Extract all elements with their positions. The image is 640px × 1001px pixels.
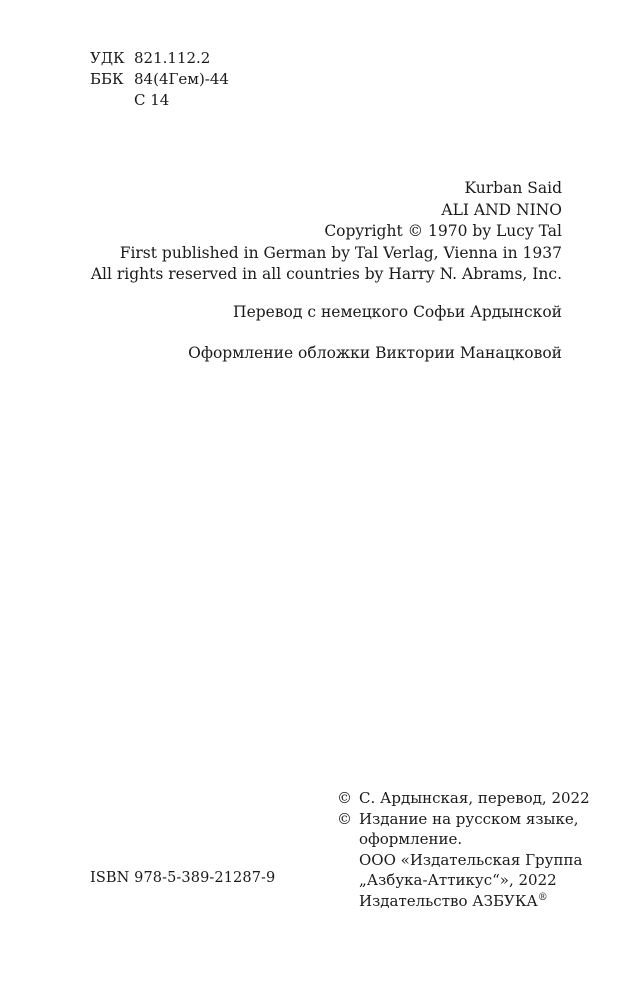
isbn: ISBN 978-5-389-21287-9 bbox=[90, 870, 276, 886]
publisher-group-cont: „Азбука-Аттикус“», 2022 bbox=[359, 871, 557, 889]
edition-copyright-text: Издание на русском языке, bbox=[359, 809, 579, 828]
udk-label: УДК bbox=[90, 49, 125, 67]
bbk-row bbox=[90, 69, 229, 90]
copyright-block bbox=[42, 178, 562, 365]
publisher-imprint-text: Издательство АЗБУКА bbox=[359, 891, 538, 910]
bbk-label: ББК bbox=[90, 70, 124, 88]
copyright-symbol: © bbox=[337, 809, 352, 828]
spacer bbox=[42, 286, 562, 302]
translation-credit: Перевод с немецкого Софьи Ардынской bbox=[233, 302, 562, 321]
translation-copyright-text: С. Ардынская, перевод, 2022 bbox=[359, 789, 590, 807]
edition-copyright-cont: оформление. bbox=[359, 830, 463, 848]
author-code: С 14 bbox=[134, 91, 170, 109]
copyright-line: Copyright © 1970 by Lucy Tal bbox=[324, 222, 562, 240]
udk-value: 821.112.2 bbox=[134, 49, 211, 67]
publisher-imprint bbox=[337, 891, 590, 912]
original-author: Kurban Said bbox=[464, 179, 562, 197]
publisher-copyright-block bbox=[337, 788, 590, 911]
bbk-value: 84(4Гем)-44 bbox=[134, 70, 229, 88]
udk-row bbox=[90, 48, 229, 69]
edition-copyright bbox=[337, 809, 590, 830]
copyright-symbol: © bbox=[337, 789, 352, 807]
translation-copyright bbox=[337, 788, 590, 809]
first-published-line: First published in German by Tal Verlag, Vienna in 1937 bbox=[119, 243, 562, 262]
rights-line: All rights reserved in all countries by Harry N. Abrams, Inc. bbox=[90, 265, 562, 283]
cover-design-credit: Оформление обложки Виктории Манацковой bbox=[188, 344, 562, 362]
original-title: ALI AND NINO bbox=[441, 200, 562, 219]
publisher-group: ООО «Издательская Группа bbox=[359, 850, 583, 869]
spacer bbox=[42, 323, 562, 343]
registered-mark: ® bbox=[537, 891, 548, 903]
catalog-block bbox=[90, 48, 229, 111]
